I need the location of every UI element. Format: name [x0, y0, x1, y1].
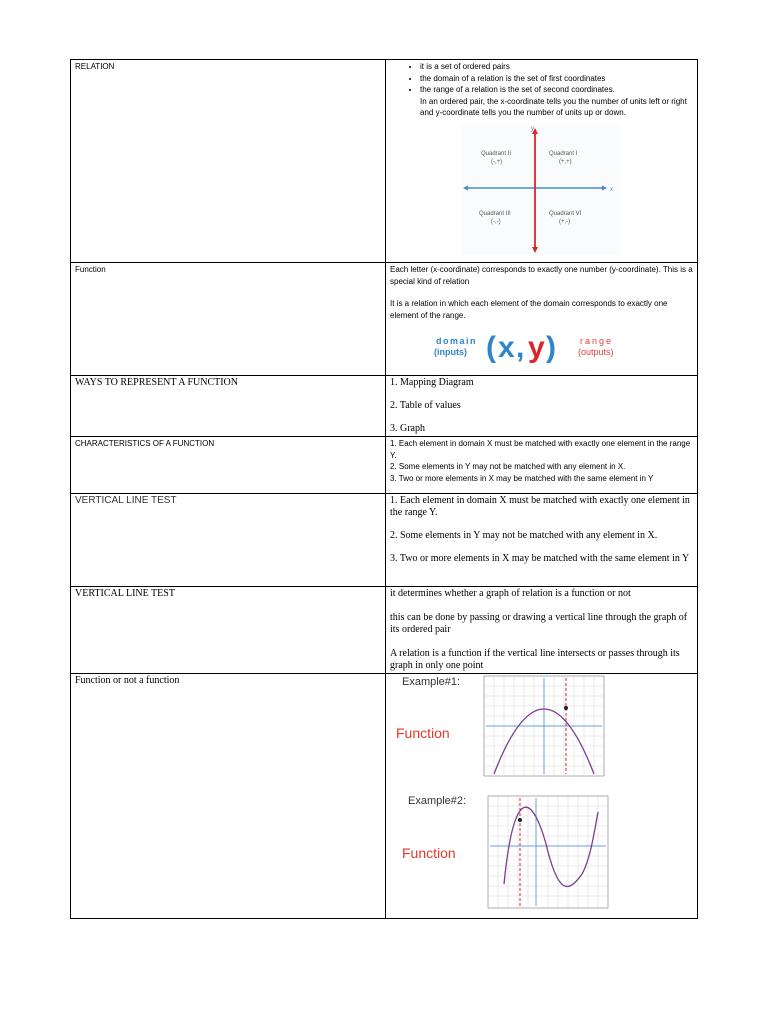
example-2-intersection — [518, 818, 522, 822]
row-label-vertical-line-test: VERTICAL LINE TEST — [71, 494, 386, 587]
row-ways — [71, 376, 698, 437]
function-definition-2: It is a relation in which each element of the domain corresponds to exactly one element of the range. — [390, 299, 668, 320]
example-1-graph — [484, 676, 604, 776]
quadrant-3-signs: (-,-) — [491, 218, 501, 225]
row-content-ways — [386, 376, 698, 437]
function-definition-1: Each letter (x-coordinate) corresponds to exactly one number (y-coordinate). This is a special kind of relation — [390, 265, 693, 286]
row-content-vertical-line-test-1 — [386, 494, 698, 587]
example-2-graph — [488, 796, 608, 908]
row-content-characteristics — [386, 437, 698, 494]
list-item: 2. Some elements in Y may not be matched with any element in X. — [390, 530, 658, 541]
row-label-relation: RELATION — [71, 60, 386, 263]
quadrant-4-signs: (+,-) — [559, 218, 571, 225]
row-label-function: Function — [71, 263, 386, 376]
list-item: 1. Mapping Diagram — [390, 377, 474, 388]
row-characteristics — [71, 437, 698, 494]
list-item: 2. Some elements in Y may not be matched with any element in X. — [390, 462, 626, 471]
example-1-intersection — [564, 706, 568, 710]
list-item: • it is a set of ordered pairs — [420, 61, 693, 73]
row-content-function — [386, 263, 698, 376]
row-vertical-line-test-1 — [71, 494, 698, 587]
quadrant-1-signs: (+,+) — [559, 158, 572, 165]
example-1-result: Function — [396, 725, 450, 741]
list-item: A relation is a function if the vertical line intersects or passes through its graph in only one point — [390, 648, 680, 671]
xy-close-paren: ) — [546, 331, 556, 364]
list-item: this can be done by passing or drawing a vertical line through the graph of its ordered pair — [390, 612, 688, 635]
range-label: range — [580, 336, 614, 346]
quadrant-diagram — [461, 125, 621, 255]
x-axis-label: x — [610, 186, 613, 193]
xy-comma: , — [516, 331, 525, 364]
relation-bullets — [390, 61, 693, 96]
list-item: it determines whether a graph of relation is a function or not — [390, 588, 631, 599]
quadrant-3-label: Quadrant III — [479, 210, 511, 217]
row-relation — [71, 60, 698, 263]
quadrant-1-label: Quadrant I — [549, 150, 578, 157]
row-content-relation — [386, 60, 698, 263]
concept-table — [70, 59, 698, 919]
quadrant-4-label: Quadrant VI — [549, 210, 582, 217]
list-item: 3. Graph — [390, 423, 425, 434]
list-item: 3. Two or more elements in X may be matched with the same element in Y — [390, 553, 690, 564]
vertical-line-test-examples — [386, 674, 696, 916]
domain-range-graphic — [432, 327, 642, 367]
row-function-examples — [71, 674, 698, 919]
list-item: 1. Each element in domain X must be matched with exactly one element in the range Y. — [390, 495, 690, 518]
example-1-title: Example#1: — [402, 676, 461, 688]
y-axis-label: y — [531, 125, 534, 132]
quadrant-2-signs: (-,+) — [491, 158, 503, 165]
xy-open-paren: ( — [486, 331, 496, 364]
row-label-function-or-not: Function or not a function — [71, 674, 386, 919]
list-item: • the domain of a relation is the set of first coordinates — [420, 73, 693, 85]
row-content-function-examples — [386, 674, 698, 919]
inputs-label: (inputs) — [434, 347, 467, 357]
domain-label: domain — [436, 336, 478, 346]
row-vertical-line-test-2 — [71, 587, 698, 674]
row-function — [71, 263, 698, 376]
xy-y: y — [528, 331, 545, 364]
example-2-title: Example#2: — [408, 795, 467, 807]
row-label-vertical-line-test: VERTICAL LINE TEST — [71, 587, 386, 674]
row-content-vertical-line-test-2 — [386, 587, 698, 674]
row-label-ways: WAYS TO REPRESENT A FUNCTION — [71, 376, 386, 437]
ordered-pair-note: In an ordered pair, the x-coordinate tells you the number of units left or right and y-coordinate tells you the number of units up or down. — [420, 96, 687, 117]
outputs-label: (outputs) — [578, 347, 614, 357]
row-label-characteristics: CHARACTERISTICS OF A FUNCTION — [71, 437, 386, 494]
quadrant-2-label: Quadrant II — [481, 150, 512, 157]
list-item: 3. Two or more elements in X may be matched with the same element in Y — [390, 473, 654, 483]
list-item: 1. Each element in domain X must be matched with exactly one element in the range Y. — [390, 439, 691, 460]
xy-x: x — [498, 331, 515, 364]
list-item: • the range of a relation is the set of second coordinates. — [420, 84, 693, 96]
list-item: 2. Table of values — [390, 400, 461, 411]
example-2-result: Function — [402, 845, 456, 861]
